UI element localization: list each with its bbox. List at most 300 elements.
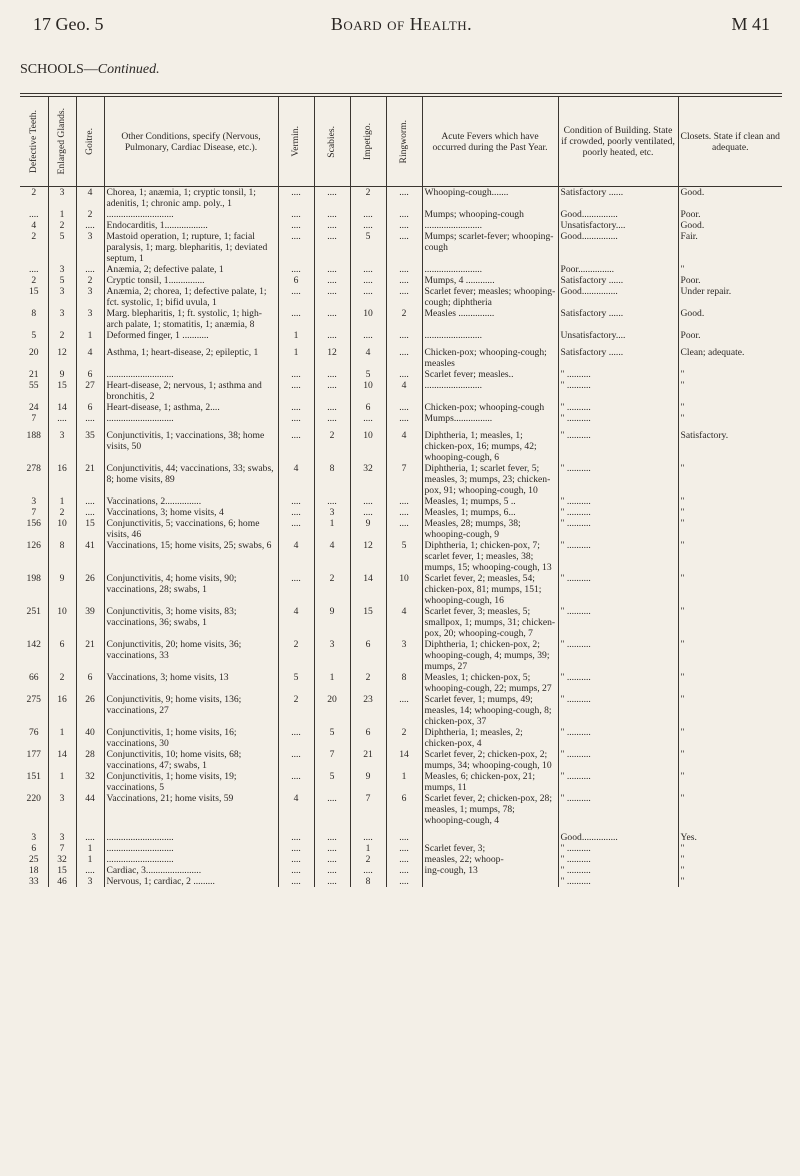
table-row [20,694,782,727]
table-cell: 4 [278,540,314,573]
table-cell: .... [278,843,314,854]
table-cell: 10 [350,424,386,463]
table-cell: 4 [386,606,422,639]
table-cell: 15 [76,518,104,540]
table-cell: ............................ [104,369,278,380]
table-cell: 3 [48,187,76,210]
table-cell: Chorea, 1; anæmia, 1; cryptic tonsil, 1; adenitis, 1; chronic amp. poly., 1 [104,187,278,210]
table-row [20,286,782,308]
table-cell: 6 [350,727,386,749]
table-row [20,264,782,275]
table-cell: 3 [48,264,76,275]
table-cell: " [678,463,782,496]
table-cell: " .......... [558,573,678,606]
section-title-continued: Continued. [97,62,160,77]
table-cell: Vaccinations, 21; home visits, 59 [104,793,278,826]
table-row [20,826,782,843]
col-building-condition: Condition of Building. State if crowded, poorly ventilated, poorly heated, etc. [558,97,678,187]
table-cell: 33 [28,876,39,887]
table-cell: 2 [48,672,76,694]
table-cell: Diphtheria, 1; chicken-pox, 7; scarlet fever, 1; measles, 38; mumps, 15; whooping-cough, 13 [422,540,558,573]
table-cell: .... [386,231,422,264]
table-cell: Good. [678,220,782,231]
table-cell: 10 [48,518,76,540]
table-cell: .... [314,286,350,308]
table-cell: " .......... [558,749,678,771]
table-cell: " .......... [558,727,678,749]
table-cell: " .......... [558,793,678,826]
table-body [20,187,782,888]
table-cell: 15 [48,380,76,402]
table-cell: Chicken-pox; whooping-cough; measles [422,341,558,369]
table-cell: Mastoid operation, 1; rupture, 1; facial paralysis, 1; marg. blepharitis, 1; deviated septum, 1 [104,231,278,264]
table-cell: .... [278,876,314,887]
table-row [20,749,782,771]
table-cell: .... [386,507,422,518]
col-impetigo: Impetigo. [350,97,386,187]
table-cell: 4 [278,606,314,639]
table-cell: 4 [31,220,37,231]
table-cell: Marg. blepharitis, 1; ft. systolic, 1; high-arch palate, 1; stomatitis, 1; anæmia, 8 [104,308,278,330]
table-cell: 3 [314,507,350,518]
table-cell: Heart-disease, 2; nervous, 1; asthma and bronchitis, 2 [104,380,278,402]
table-cell: Chicken-pox; whooping-cough [422,402,558,413]
table-cell: .... [386,341,422,369]
table-cell: .... [350,413,386,424]
table-cell: 177 [26,749,41,760]
table-cell: " .......... [558,496,678,507]
table-cell: 275 [26,694,41,705]
table-cell: Good............... [558,209,678,220]
table-cell: Measles, 28; mumps, 38; whooping-cough, 9 [422,518,558,540]
table-cell: .... [278,771,314,793]
table-cell: .... [314,876,350,887]
table-cell: " .......... [558,402,678,413]
table-row [20,187,782,210]
table-cell: .... [314,264,350,275]
table-row [20,341,782,369]
table-cell: 3 [48,286,76,308]
table-cell: 2 [31,231,37,242]
table-cell: 4 [76,187,104,210]
table-cell: 10 [350,380,386,402]
table-cell: Conjunctivitis, 4; home visits, 90; vaccinations, 28; swabs, 1 [104,573,278,606]
table-cell: .... [76,264,104,275]
table-cell: 251 [26,606,41,617]
table-cell: Diphtheria, 1; measles, 2; chicken-pox, 4 [422,727,558,749]
table-cell: 8 [386,672,422,694]
table-cell: 4 [278,463,314,496]
table-cell: Scarlet fever, 3; [422,843,558,854]
table-cell: Heart-disease, 1; asthma, 2.... [104,402,278,413]
table-row [20,463,782,496]
table-cell: .... [314,380,350,402]
table-cell: 6 [76,672,104,694]
table-cell: Conjunctivitis, 3; home visits, 83; vaccinations, 36; swabs, 1 [104,606,278,639]
table-cell: 10 [386,573,422,606]
table-cell: 3 [48,826,76,843]
table-cell: 15 [28,286,39,297]
table-cell: Good............... [558,286,678,308]
table-cell: " [678,876,782,887]
table-cell: 7 [31,507,37,518]
table-cell: Satisfactory ...... [558,275,678,286]
table-row [20,606,782,639]
table-cell: 5 [314,771,350,793]
table-cell: Cardiac, 3....................... [104,865,278,876]
table-cell: 32 [76,771,104,793]
table-cell: Scarlet fever; measles.. [422,369,558,380]
table-cell: ............................ [104,843,278,854]
table-cell: 24 [28,402,39,413]
table-cell: ............................ [104,209,278,220]
table-cell: " [678,507,782,518]
table-cell: 2 [76,209,104,220]
table-cell: .... [314,209,350,220]
table-cell: 3 [31,832,37,843]
table-cell: " [678,369,782,380]
table-cell: .... [386,413,422,424]
table-cell: .... [278,264,314,275]
table-cell: .... [386,826,422,843]
table-cell: .... [350,826,386,843]
table-cell: .... [314,308,350,330]
table-cell: 1 [386,771,422,793]
table-cell: Diphtheria, 1; scarlet fever, 5; measles, 3; mumps, 23; chicken-pox, 91; whooping-cough, 10 [422,463,558,496]
table-row [20,876,782,887]
table-cell: 21 [76,463,104,496]
table-cell: " [678,793,782,826]
table-cell: " .......... [558,876,678,887]
table-cell [422,826,558,843]
table-cell: Scarlet fever, 2; measles, 54; chicken-pox, 81; mumps, 151; whooping-cough, 16 [422,573,558,606]
table-cell: Clean; adequate. [678,341,782,369]
table-cell: .... [278,308,314,330]
page-header [33,14,770,36]
table-cell: 28 [76,749,104,771]
col-goitre: Goitre. [76,97,104,187]
table-cell: .... [386,854,422,865]
table-header-row [20,97,782,187]
table-cell: Under repair. [678,286,782,308]
table-cell: " [678,264,782,275]
table-cell: 15 [48,865,76,876]
table-row [20,639,782,672]
table-cell: 3 [76,308,104,330]
table-cell: Scarlet fever, 2; chicken-pox, 2; mumps, 34; whooping-cough, 10 [422,749,558,771]
table-cell: Conjunctivitis, 1; home visits, 16; vaccinations, 30 [104,727,278,749]
table-row [20,865,782,876]
table-cell: 7 [350,793,386,826]
table-cell: 44 [76,793,104,826]
table-cell: .... [386,694,422,727]
table-cell: 1 [48,496,76,507]
table-cell: Mumps; whooping-cough [422,209,558,220]
table-cell: ........................ [422,220,558,231]
table-cell: Satisfactory ...... [558,341,678,369]
table-cell: " [678,749,782,771]
table-cell: 198 [26,573,41,584]
table-cell: 8 [350,876,386,887]
table-cell: " [678,540,782,573]
table-cell: Vaccinations, 2............... [104,496,278,507]
table-cell: 2 [76,275,104,286]
table-cell: Conjunctivitis, 1; vaccinations, 38; home visits, 50 [104,424,278,463]
header-page-ref: M 41 [731,14,770,34]
table-cell: ing-cough, 13 [422,865,558,876]
table-cell: " .......... [558,865,678,876]
table-cell: Yes. [678,826,782,843]
table-cell: " .......... [558,606,678,639]
table-row [20,507,782,518]
table-cell: " .......... [558,843,678,854]
table-cell: 9 [48,369,76,380]
table-cell: 156 [26,518,41,529]
table-cell: 1 [76,854,104,865]
table-cell: 6 [386,793,422,826]
table-cell: 14 [48,402,76,413]
table-row [20,308,782,330]
table-cell: 16 [48,463,76,496]
table-cell: Conjunctivitis, 9; home visits, 136; vaccinations, 27 [104,694,278,727]
table-cell: 2 [386,308,422,330]
table-cell: .... [386,264,422,275]
table-cell: Poor............... [558,264,678,275]
table-row [20,209,782,220]
table-cell: 27 [76,380,104,402]
section-title-main: SCHOOLS— [20,62,98,77]
table-cell: 32 [48,854,76,865]
table-cell: 3 [76,286,104,308]
table-cell: .... [386,209,422,220]
table-cell: .... [278,209,314,220]
table-row [20,854,782,865]
table-row [20,369,782,380]
table-cell: measles, 22; whoop- [422,854,558,865]
table-cell: .... [278,369,314,380]
table-cell: 5 [48,231,76,264]
table-cell: 5 [314,727,350,749]
table-cell: Poor. [678,330,782,341]
table-cell: Nervous, 1; cardiac, 2 ......... [104,876,278,887]
table-cell: Vaccinations, 15; home visits, 25; swabs, 6 [104,540,278,573]
table-cell: .... [386,402,422,413]
table-cell: 26 [76,573,104,606]
table-cell: .... [314,826,350,843]
table-cell: Anæmia, 2; chorea, 1; defective palate, 1; fct. systolic, 1; bifid uvula, 1 [104,286,278,308]
table-cell: .... [278,424,314,463]
table-cell: 2 [314,424,350,463]
table-cell: 4 [386,424,422,463]
table-cell: .... [386,275,422,286]
table-cell: " .......... [558,771,678,793]
table-cell: .... [76,220,104,231]
table-cell: .... [386,369,422,380]
table-cell: Satisfactory ...... [558,187,678,210]
table-cell: " [678,865,782,876]
table-cell: 3 [48,793,76,826]
table-cell: 1 [278,341,314,369]
table-cell: " [678,672,782,694]
table-cell: " .......... [558,639,678,672]
table-cell: Measles, 1; mumps, 6... [422,507,558,518]
table-cell: Endocarditis, 1.................. [104,220,278,231]
table-cell: 6 [31,843,37,854]
table-cell: 12 [314,341,350,369]
table-cell: .... [278,187,314,210]
table-cell: 1 [48,209,76,220]
table-cell: 7 [314,749,350,771]
table-cell: Diphtheria, 1; measles, 1; chicken-pox, 16; mumps, 42; whooping-cough, 6 [422,424,558,463]
table-cell: .... [386,865,422,876]
table-cell: 278 [26,463,41,474]
table-cell: Mumps, 4 ............ [422,275,558,286]
table-cell: .... [314,865,350,876]
table-cell: " [678,518,782,540]
table-cell: 6 [48,639,76,672]
table-cell: Satisfactory. [678,424,782,463]
table-cell: .... [314,402,350,413]
table-cell: .... [386,330,422,341]
table-cell: 26 [76,694,104,727]
table-cell: .... [314,330,350,341]
table-cell: Measles, 1; mumps, 5 .. [422,496,558,507]
table-cell: 220 [26,793,41,804]
table-cell: .... [76,413,104,424]
table-cell: .... [386,876,422,887]
section-title [20,62,160,78]
table-cell: .... [278,518,314,540]
table-cell: 2 [31,187,37,198]
table-row [20,672,782,694]
table-cell: " [678,573,782,606]
table-cell: 1 [278,330,314,341]
table-cell: .... [350,286,386,308]
table-cell: 9 [314,606,350,639]
table-cell: .... [314,187,350,210]
table-cell: 8 [31,308,37,319]
table-cell: 5 [350,231,386,264]
table-cell: ............................ [104,413,278,424]
table-cell: .... [278,286,314,308]
table-cell: " .......... [558,672,678,694]
table-cell: Anæmia, 2; defective palate, 1 [104,264,278,275]
table-cell: " .......... [558,380,678,402]
table-cell: 66 [28,672,39,683]
table-row [20,275,782,286]
table-cell: Good. [678,187,782,210]
table-row [20,424,782,463]
table-cell: .... [76,496,104,507]
table-cell: 2 [48,330,76,341]
table-cell: .... [314,843,350,854]
table-row [20,793,782,826]
table-cell: Conjunctivitis, 10; home visits, 68; vaccinations, 47; swabs, 1 [104,749,278,771]
table-cell: 14 [386,749,422,771]
table-cell: 41 [76,540,104,573]
table-cell: .... [28,264,39,275]
table-cell: Vaccinations, 3; home visits, 4 [104,507,278,518]
table-cell: .... [278,749,314,771]
table-cell: 6 [350,402,386,413]
col-acute-fevers: Acute Fevers which have occurred during the Past Year. [422,97,558,187]
table-cell: 2 [350,672,386,694]
table-cell: .... [386,220,422,231]
col-defective-teeth: Defective Teeth. [20,97,48,187]
table-row [20,330,782,341]
header-session: 17 Geo. 5 [33,14,104,34]
table-cell: " [678,854,782,865]
table-cell: 39 [76,606,104,639]
table-cell: 2 [386,727,422,749]
table-row [20,413,782,424]
table-cell: 4 [386,380,422,402]
table-cell: Good. [678,308,782,330]
table-cell: 5 [31,330,37,341]
table-cell: .... [350,496,386,507]
table-cell: 12 [350,540,386,573]
table-cell: 15 [350,606,386,639]
table-cell: .... [76,826,104,843]
table-cell: 2 [350,187,386,210]
table-cell: .... [350,264,386,275]
col-enlarged-glands: Enlarged Glands. [48,97,76,187]
table-cell: 1 [314,518,350,540]
table-cell: .... [350,209,386,220]
table-cell: .... [350,220,386,231]
table-row [20,380,782,402]
table-cell: " .......... [558,424,678,463]
table-cell: 188 [26,430,41,441]
table-cell: ............................ [104,826,278,843]
table-cell: 7 [31,413,37,424]
table-cell: Unsatisfactory.... [558,330,678,341]
table-cell: .... [386,843,422,854]
table-cell: .... [278,507,314,518]
table-cell [422,876,558,887]
table-cell: .... [278,496,314,507]
table-cell: 3 [76,876,104,887]
table-cell: Conjunctivitis, 20; home visits, 36; vaccinations, 33 [104,639,278,672]
table-cell: Unsatisfactory.... [558,220,678,231]
table-cell: .... [314,854,350,865]
table-cell: 8 [314,463,350,496]
table-cell: .... [386,286,422,308]
table-cell: 1 [76,843,104,854]
table-cell: .... [278,865,314,876]
table-cell: " [678,380,782,402]
table-cell: .... [28,209,39,220]
table-cell: .... [386,518,422,540]
table-cell: 4 [278,793,314,826]
table-cell: 5 [278,672,314,694]
table-cell: ............................ [104,854,278,865]
table-cell: 4 [314,540,350,573]
table-cell: Conjunctivitis, 1; home visits, 19; vaccinations, 5 [104,771,278,793]
table-cell: 142 [26,639,41,650]
table-cell: 5 [48,275,76,286]
table-cell: 3 [48,424,76,463]
table-cell: " .......... [558,518,678,540]
table-row [20,727,782,749]
table-cell: Conjunctivitis, 44; vaccinations, 33; swabs, 8; home visits, 89 [104,463,278,496]
table-cell: Mumps................ [422,413,558,424]
table-row [20,843,782,854]
table-cell: 5 [386,540,422,573]
table-cell: .... [278,826,314,843]
table-cell: .... [48,413,76,424]
table-cell: .... [314,369,350,380]
